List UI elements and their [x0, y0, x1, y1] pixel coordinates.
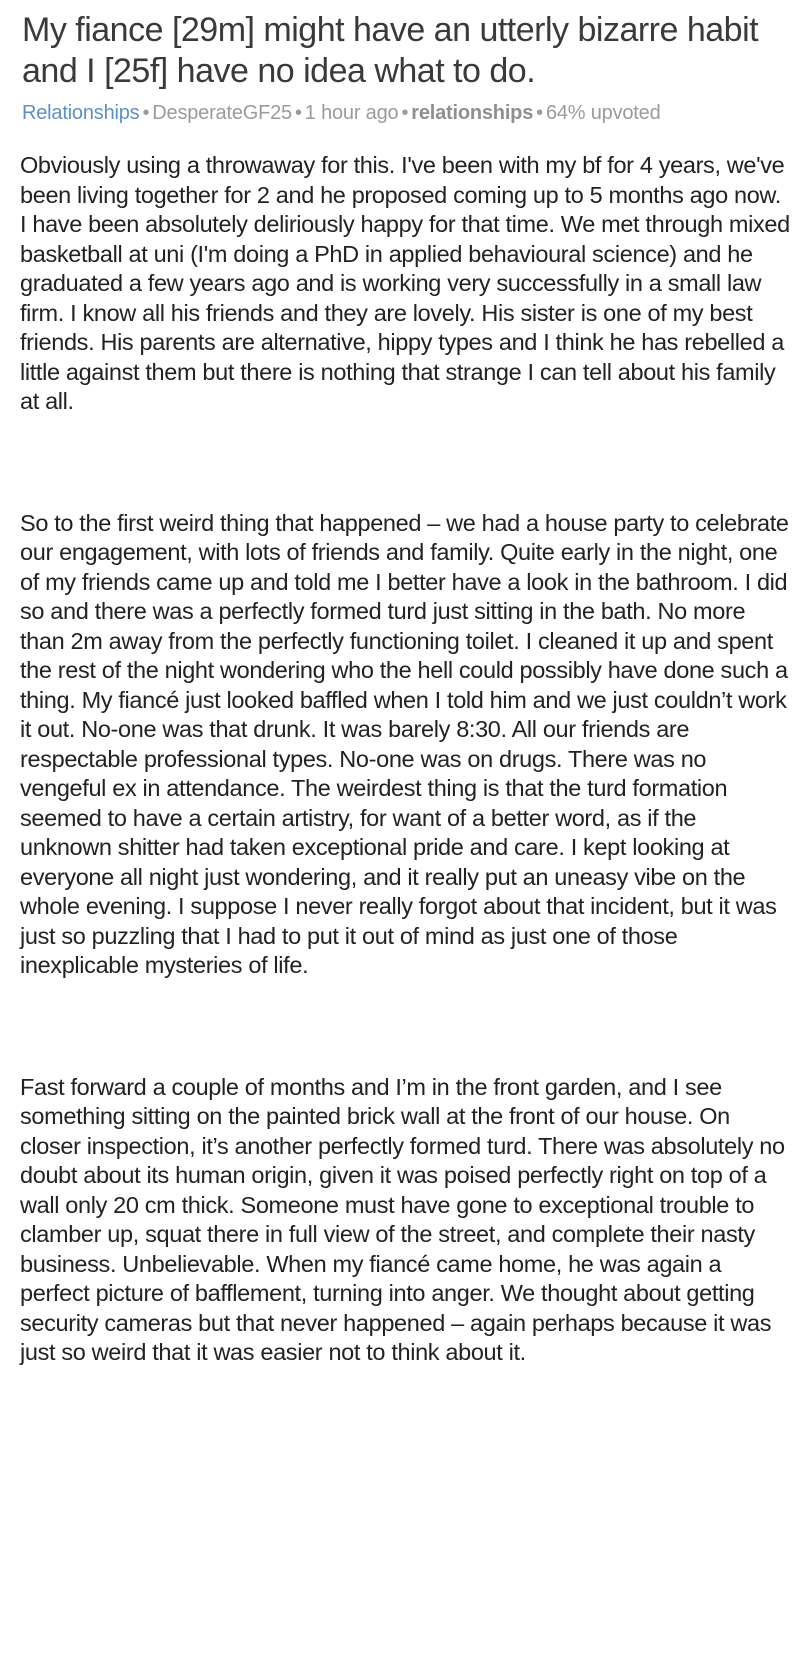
post-flair-link[interactable]: Relationships [22, 102, 140, 124]
post-paragraph: So to the first weird thing that happened – we had a house party to celebrate our engagement, with lots of friends and family. Quite early in the night, one of my friends came up and told me I better have a look in the bathroom. I did so and there was a perfectly formed turd just sitting in the bath. No more than 2m away from the perfectly functioning toilet. I cleaned it up and spent the rest of the night wondering who the hell could possibly have done such a thing. My fiancé just looked baffled when I told him and we just couldn’t work it out. No-one was that drunk. It was barely 8:30. All our friends are respectable professional types. No-one was on drugs. There was no vengeful ex in attendance. The weirdest thing is that the turd formation seemed to have a certain artistry, for want of a better word, as if the unknown shitter had taken exceptional pride and care. I kept looking at everyone all night just wondering, and it really put an uneasy vibe on the whole evening. I suppose I never really forgot about that incident, but it was just so puzzling that I had to put it out of mind as just one of those inexplicable mysteries of life. [20, 509, 789, 978]
upvote-ratio: 64% upvoted [545, 102, 661, 124]
post-body [0, 125, 810, 1368]
post-meta-line [22, 101, 788, 125]
post-author-link[interactable]: DesperateGF25 [152, 102, 292, 124]
subreddit-link[interactable]: relationships [411, 102, 534, 124]
meta-separator: • [142, 102, 150, 124]
post-paragraph: Obviously using a throwaway for this. I've been with my bf for 4 years, we've been living together for 2 and he proposed coming up to 5 months ago now. I have been absolutely deliriously happy for that time. We met through mixed basketball at uni (I'm doing a PhD in applied behavioural science) and he graduated a few years ago and is working very successfully in a small law firm. I know all his friends and they are lovely. His sister is one of my best friends. His parents are alternative, hippy types and I think he has rebelled a little against them but there is nothing that strange I can tell about his family at all. [20, 152, 790, 414]
post-header [0, 0, 810, 125]
meta-separator: • [401, 102, 409, 124]
post-title: My fiance [29m] might have an utterly bizarre habit and I [25f] have no idea what to do. [22, 11, 759, 90]
post-paragraph: Fast forward a couple of months and I’m in the front garden, and I see something sitting on the painted brick wall at the front of our house. On closer inspection, it’s another perfectly formed turd. There was absolutely no doubt about its human origin, given it was poised perfectly right on top of a wall only 20 cm thick. Someone must have gone to exceptional trouble to clamber up, squat there in full view of the street, and complete their nasty business. Unbelievable. When my fiancé came home, he was again a perfect picture of bafflement, turning into anger. We thought about getting security cameras but that never happened – again perhaps because it was just so weird that it was easier not to think about it. [20, 1073, 785, 1365]
meta-separator: • [536, 102, 543, 124]
post-timestamp: 1 hour ago [304, 102, 399, 124]
meta-separator: • [294, 102, 302, 124]
